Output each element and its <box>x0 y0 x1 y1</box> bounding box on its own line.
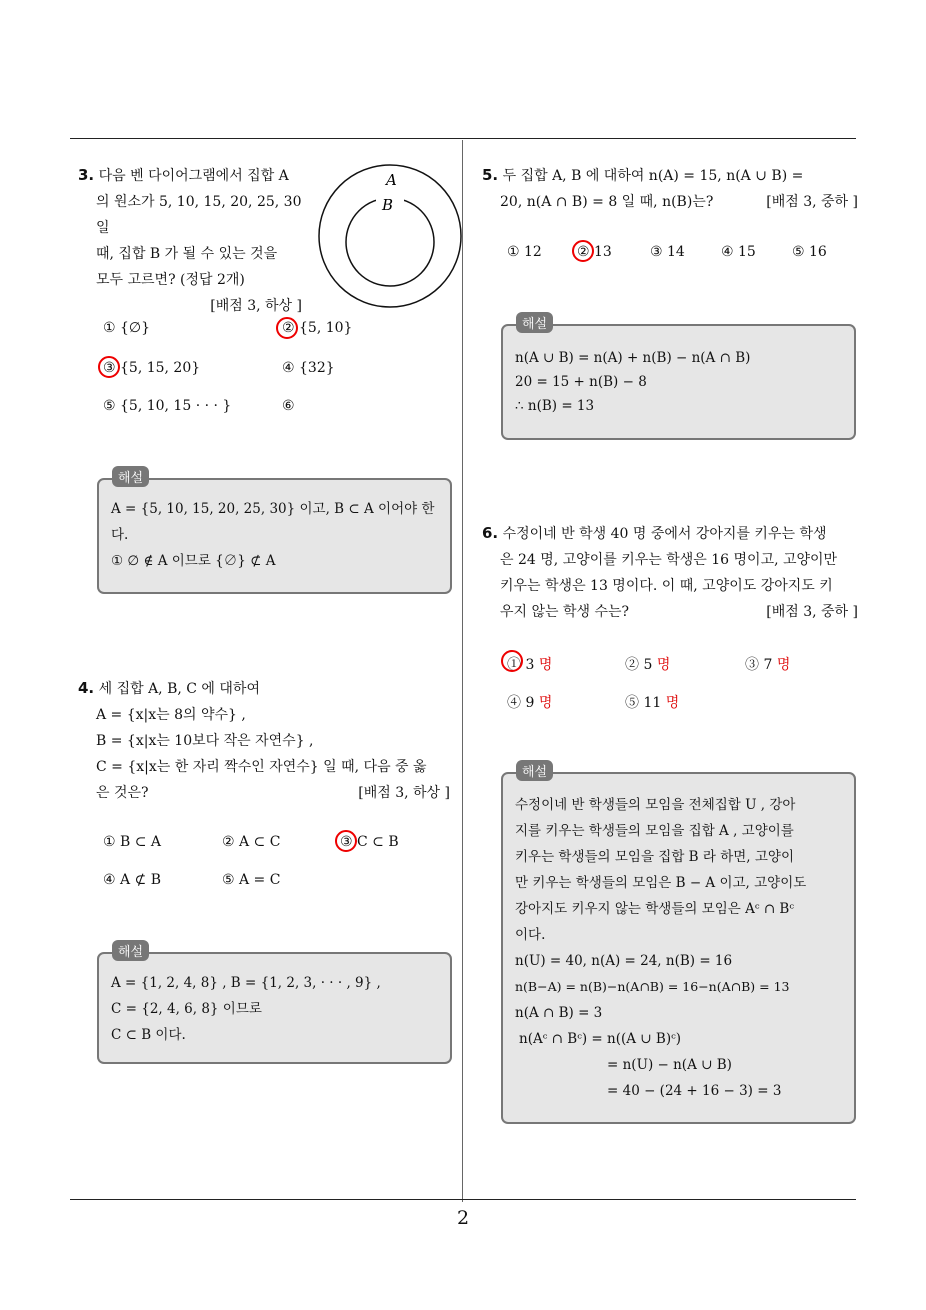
answer-mark <box>501 650 523 672</box>
option-3[interactable]: ③ C ⊂ B <box>340 834 399 850</box>
option-5[interactable]: ⑤ A = C <box>222 872 281 888</box>
option-3[interactable]: ③ 7 명 <box>745 657 791 673</box>
solution-tag: 해설 <box>516 760 553 781</box>
question-line: B = {x|x는 10보다 작은 자연수} , <box>96 733 314 749</box>
solution-tag: 해설 <box>516 312 553 333</box>
venn-label-a: A <box>386 171 397 189</box>
option-5[interactable]: ⑤ 11 명 <box>625 695 680 711</box>
solution-line: = n(U) − n(A ∪ B) <box>607 1057 732 1073</box>
points-label: [배점 3, 하상 ] <box>358 785 450 801</box>
solution-line: 다. <box>111 527 129 543</box>
question-line: 우지 않는 학생 수는? [배점 3, 중하 ] <box>482 599 858 625</box>
solution-line: 20 = 15 + n(B) − 8 <box>515 374 647 390</box>
question-3 <box>78 162 310 319</box>
option-1[interactable]: ① 3 명 <box>507 657 553 673</box>
solution-line: 이다. <box>515 927 546 943</box>
points-label: [배점 3, 중하 ] <box>766 604 858 620</box>
option-4[interactable]: ④ 9 명 <box>507 695 553 711</box>
option-4[interactable]: ④ A ⊄ B <box>103 872 162 888</box>
question-line: 3. 다음 벤 다이어그램에서 집합 A <box>78 166 289 184</box>
question-line: 5. 두 집합 A, B 에 대하여 n(A) = 15, n(A ∪ B) = <box>482 166 804 184</box>
option-5[interactable]: ⑤ 16 <box>792 244 827 260</box>
question-line: 때, 집합 B 가 될 수 있는 것을 <box>96 246 278 262</box>
question-line: 은 것은? [배점 3, 하상 ] <box>78 780 450 806</box>
option-4[interactable]: ④ 15 <box>721 244 756 260</box>
solution-line: 지를 키우는 학생들의 모임을 집합 A , 고양이를 <box>515 823 794 839</box>
solution-box <box>97 478 452 594</box>
solution-line: ① ∅ ∉ A 이므로 {∅} ⊄ A <box>111 553 276 569</box>
option-4[interactable]: ④ {32} <box>282 360 335 376</box>
question-number: 5. <box>482 166 499 184</box>
question-line: C = {x|x는 한 자리 짝수인 자연수} 일 때, 다음 중 옳 <box>96 759 427 775</box>
option-2[interactable]: ② {5, 10} <box>282 320 353 336</box>
solution-line: n(A ∩ B) = 3 <box>515 1005 603 1021</box>
question-line: 키우는 학생은 13 명이다. 이 때, 고양이도 강아지도 키 <box>500 578 833 594</box>
solution-line: 수정이네 반 학생들의 모임을 전체집합 U , 강아 <box>515 797 796 813</box>
solution-tag: 해설 <box>112 940 149 961</box>
solution-line: C ⊂ B 이다. <box>111 1027 186 1043</box>
answer-mark <box>98 356 120 378</box>
option-2[interactable]: ② 5 명 <box>625 657 671 673</box>
question-line: 20, n(A ∩ B) = 8 일 때, n(B)는? [배점 3, 중하 ] <box>482 189 858 215</box>
venn-diagram <box>318 162 464 310</box>
option-1[interactable]: ① {∅} <box>103 320 151 336</box>
venn-label-b: B <box>382 196 394 214</box>
option-1[interactable]: ① 12 <box>507 244 542 260</box>
solution-line: C = {2, 4, 6, 8} 이므로 <box>111 1001 262 1017</box>
solution-line: n(Aᶜ ∩ Bᶜ) = n((A ∪ B)ᶜ) <box>519 1031 682 1047</box>
option-2[interactable]: ② A ⊂ C <box>222 834 281 850</box>
answer-mark <box>276 317 298 339</box>
points-label: [배점 3, 하상 ] <box>210 298 302 314</box>
question-line: 4. 세 집합 A, B, C 에 대하여 <box>78 679 260 697</box>
question-number: 4. <box>78 679 95 697</box>
option-5[interactable]: ⑤ {5, 10, 15 · · · } <box>103 398 232 414</box>
question-number: 6. <box>482 524 499 542</box>
question-6 <box>482 520 858 625</box>
solution-line: A = {5, 10, 15, 20, 25, 30} 이고, B ⊂ A 이어야 한 <box>111 501 435 517</box>
question-line: 6. 수정이네 반 학생 40 명 중에서 강아지를 키우는 학생 <box>482 524 827 542</box>
question-line: 은 24 명, 고양이를 키우는 학생은 16 명이고, 고양이만 <box>500 552 838 568</box>
solution-line: 만 키우는 학생들의 모임은 B − A 이고, 고양이도 <box>515 875 807 891</box>
points-label: [배점 3, 중하 ] <box>766 194 858 210</box>
solution-line: n(U) = 40, n(A) = 24, n(B) = 16 <box>515 953 733 969</box>
solution-line: ∴ n(B) = 13 <box>515 398 595 414</box>
bottom-rule <box>70 1199 856 1200</box>
solution-line: 강아지도 키우지 않는 학생들의 모임은 Aᶜ ∩ Bᶜ <box>515 901 795 917</box>
option-3[interactable]: ③ {5, 15, 20} <box>103 360 201 376</box>
answer-mark <box>335 830 357 852</box>
option-3[interactable]: ③ 14 <box>650 244 685 260</box>
solution-line: n(B−A) = n(B)−n(A∩B) = 16−n(A∩B) = 13 <box>515 979 790 994</box>
page-number: 2 <box>456 1207 470 1229</box>
solution-box <box>97 952 452 1064</box>
question-5 <box>482 162 858 215</box>
solution-line: A = {1, 2, 4, 8} , B = {1, 2, 3, · · · , 9} , <box>111 975 381 991</box>
solution-line: 키우는 학생들의 모임을 집합 B 라 하면, 고양이 <box>515 849 794 865</box>
option-2[interactable]: ② 13 <box>577 244 612 260</box>
top-rule <box>70 138 856 139</box>
question-number: 3. <box>78 166 95 184</box>
question-line: 의 원소가 5, 10, 15, 20, 25, 30 일 <box>96 194 302 236</box>
option-1[interactable]: ① B ⊂ A <box>103 834 162 850</box>
solution-box <box>501 772 856 1124</box>
solution-line: n(A ∪ B) = n(A) + n(B) − n(A ∩ B) <box>515 350 751 366</box>
question-line: A = {x|x는 8의 약수} , <box>96 707 246 723</box>
question-line: 모두 고르면? (정답 2개) <box>96 272 245 288</box>
answer-mark <box>572 240 594 262</box>
option-6[interactable]: ⑥ <box>282 398 295 414</box>
question-4 <box>78 675 450 806</box>
solution-box <box>501 324 856 440</box>
solution-tag: 해설 <box>112 466 149 487</box>
solution-line: = 40 − (24 + 16 − 3) = 3 <box>607 1083 782 1099</box>
